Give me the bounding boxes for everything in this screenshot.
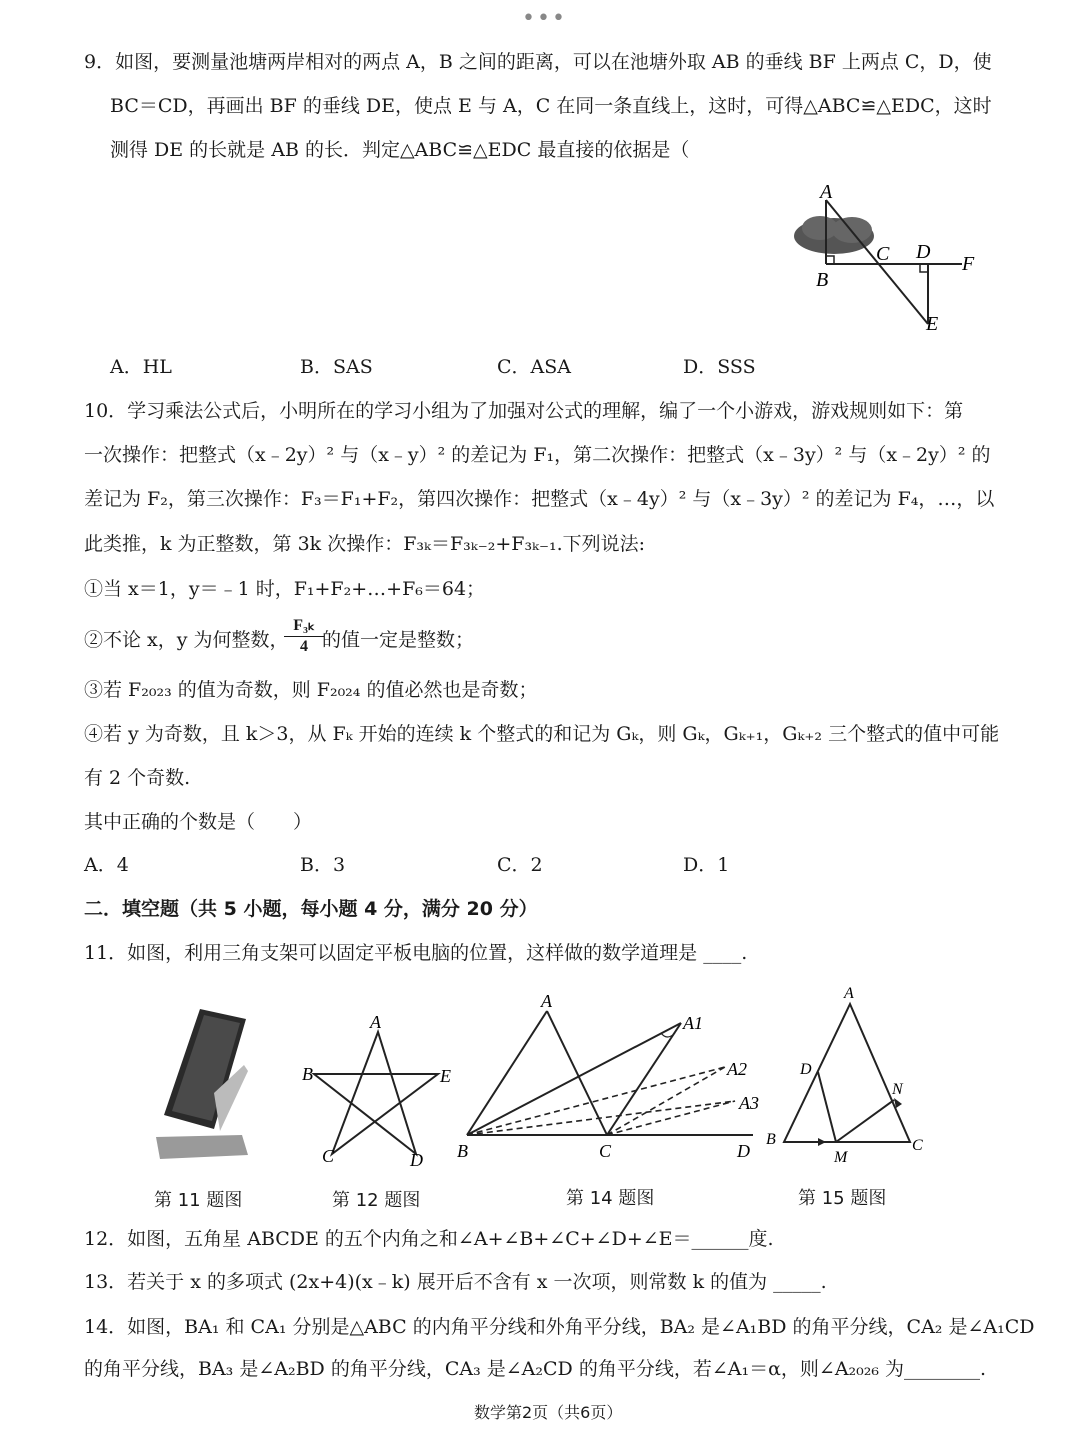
fig15-label-M: M (834, 1149, 848, 1166)
fig12-label-D: D (410, 1150, 423, 1170)
q9-option-b: B．SAS (300, 356, 373, 378)
fig14-angle-bisectors (455, 985, 765, 1165)
q10-statement-1: ①当 x＝1，y＝﹣1 时，F₁+F₂+…+F₆＝64； (84, 578, 486, 600)
q10-option-c: C．2 (497, 854, 543, 876)
label-C: C (876, 243, 890, 265)
label-E: E (926, 313, 939, 335)
fig14-label-A3: A3 (739, 1093, 759, 1113)
segment-AC (547, 1011, 607, 1135)
q10-statement-4b: 有 2 个奇数. (84, 767, 191, 789)
caption-fig11: 第 11 题图 (154, 1190, 243, 1211)
fig15-label-B: B (766, 1131, 776, 1148)
q10-statement-4a: ④若 y 为奇数，且 k＞3，从 Fₖ 开始的连续 k 个整式的和记为 Gₖ，则 Gₖ，Gₖ₊₁，Gₖ₊₂ 三个整式的值中可能 (84, 723, 1000, 745)
fig12-label-E: E (440, 1066, 451, 1086)
fig15-triangle (762, 982, 932, 1172)
right-angle-D (920, 264, 928, 272)
q10-option-b: B．3 (300, 854, 346, 876)
label-A: A (820, 181, 833, 203)
caption-fig12: 第 12 题图 (332, 1190, 421, 1211)
q9-line3: 测得 DE 的长就是 AB 的长．判定△ABC≌△EDC 最直接的依据是（ (110, 139, 690, 161)
label-F: F (962, 253, 975, 275)
fig15-label-N: N (892, 1081, 903, 1098)
segment-BA3 (467, 1101, 735, 1135)
right-angle-B (826, 256, 834, 264)
q10-statement-2-pre: ②不论 x，y 为何整数， (84, 629, 289, 651)
q14-line1: 14．如图，BA₁ 和 CA₁ 分别是△ABC 的内角平分线和外角平分线，BA₂ 是∠A₁BD 的角平分线，CA₂ 是∠A₁CD (84, 1316, 1035, 1338)
segment-CA2 (607, 1067, 725, 1135)
q9-option-c: C．ASA (497, 356, 571, 378)
fig12-label-B: B (302, 1064, 313, 1084)
segment-MN (836, 1100, 894, 1142)
fig14-label-D: D (737, 1141, 750, 1161)
q10-question: 其中正确的个数是（ ） (84, 811, 313, 833)
q9-figure (790, 180, 990, 340)
q10-line4: 此类推，k 为正整数，第 3k 次操作：F₃ₖ＝F₃ₖ₋₂+F₃ₖ₋₁.下列说法: (84, 533, 646, 555)
fig15-label-C: C (912, 1137, 923, 1154)
q10-option-d: D．1 (683, 854, 730, 876)
segment-DM (818, 1072, 836, 1142)
fraction-denominator: 4 (300, 638, 308, 655)
section-2-title: 二．填空题（共 5 小题，每小题 4 分，满分 20 分） (84, 898, 538, 920)
q10-line3: 差记为 F₂，第三次操作：F₃＝F₁+F₂，第四次操作：把整式（x﹣4y）² 与（x﹣3y）² 的差记为 F₄，…，以 (84, 488, 995, 510)
q10-statement-3: ③若 F₂₀₂₃ 的值为奇数，则 F₂₀₂₄ 的值必然也是奇数； (84, 679, 538, 701)
arrow-BM (818, 1138, 826, 1146)
fig14-label-B: B (457, 1141, 468, 1161)
fraction-numerator: F₃ₖ (284, 616, 324, 637)
q9-option-d: D．SSS (683, 356, 756, 378)
q9-option-a: A．HL (110, 356, 172, 378)
q9-line2: BC＝CD，再画出 BF 的垂线 DE，使点 E 与 A，C 在同一条直线上，这时，可得△ABC≌△EDC，这时 (110, 95, 992, 117)
fig14-label-A2: A2 (727, 1059, 747, 1079)
q10-statement-2-post: 的值一定是整数； (322, 629, 475, 651)
fig12-pentagram (300, 1010, 460, 1170)
label-B: B (816, 269, 829, 291)
segment-BA1 (467, 1023, 681, 1135)
caption-fig14: 第 14 题图 (566, 1188, 655, 1209)
q10-line1: 10．学习乘法公式后，小明所在的学习小组为了加强对公式的理解，编了一个小游戏，游戏规则如下：第 (84, 400, 964, 422)
fig12-label-C: C (322, 1146, 335, 1166)
q10-fraction (284, 616, 324, 657)
star-lines (314, 1032, 438, 1154)
q11-text: 11．如图，利用三角支架可以固定平板电脑的位置，这样做的数学道理是 ____. (84, 942, 748, 964)
fig14-label-A: A (541, 991, 552, 1011)
page-footer: 数学第2页（共6页） (474, 1403, 623, 1422)
fig15-label-A: A (844, 985, 854, 1002)
pond-shape-3 (832, 217, 872, 243)
fig11-tablet-stand (150, 1005, 260, 1165)
segment-BA2 (467, 1067, 725, 1135)
q9-line1: 9．如图，要测量池塘两岸相对的两点 A，B 之间的距离，可以在池塘外取 AB 的垂线 BF 上两点 C，D，使 (84, 51, 992, 73)
fig15-label-D: D (800, 1061, 812, 1078)
fig14-label-A1: A1 (683, 1013, 703, 1033)
q14-line2: 的角平分线，BA₃ 是∠A₂BD 的角平分线，CA₃ 是∠A₂CD 的角平分线，若∠A₁＝α，则∠A₂₀₂₆ 为________. (84, 1358, 987, 1380)
q10-option-a: A．4 (84, 854, 129, 876)
label-D: D (916, 241, 931, 263)
q10-line2: 一次操作：把整式（x﹣2y）² 与（x﹣y）² 的差记为 F₁，第二次操作：把整式（x﹣3y）² 与（x﹣2y）² 的 (84, 444, 991, 466)
q12-text: 12．如图，五角星 ABCDE 的五个内角之和∠A+∠B+∠C+∠D+∠E＝______度. (84, 1228, 774, 1250)
caption-fig15: 第 15 题图 (798, 1188, 887, 1209)
q13-text: 13．若关于 x 的多项式 (2x+4)(x﹣k) 展开后不含有 x 一次项，则常数 k 的值为 _____. (84, 1271, 827, 1293)
top-drag-handle[interactable]: ••• (522, 6, 567, 31)
fig14-label-C: C (599, 1141, 612, 1161)
fig12-label-A: A (370, 1012, 381, 1032)
stand-base (156, 1135, 248, 1159)
